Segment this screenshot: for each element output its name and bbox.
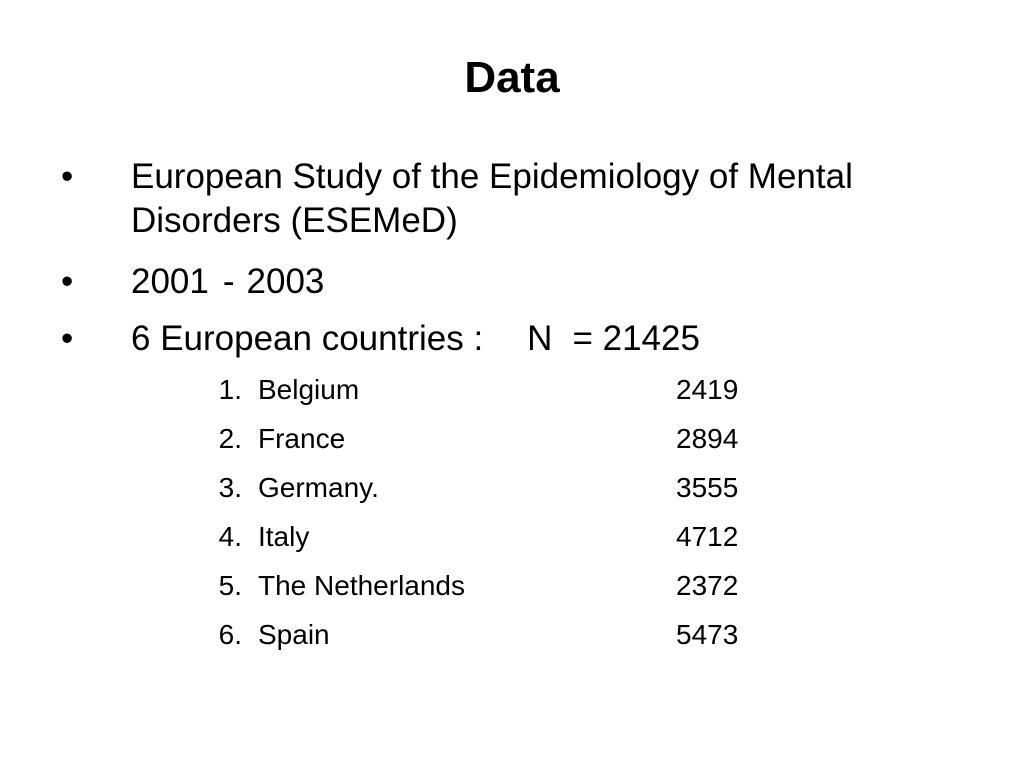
- country-count: 2372: [676, 570, 739, 601]
- country-count: 4712: [676, 521, 739, 552]
- list-item: [0, 368, 1024, 417]
- bullet-countries: [0, 317, 1024, 361]
- list-item: [0, 613, 1024, 662]
- country-name: Germany.: [258, 472, 379, 503]
- list-number: 3.: [218, 472, 242, 503]
- country-name: Belgium: [258, 374, 360, 405]
- year-end: 2003: [246, 262, 325, 301]
- bullet-study-text: European Study of the Epidemiology of Mental Disorders (ESEMeD): [131, 157, 853, 240]
- country-count: 2894: [676, 423, 739, 454]
- countries-label: 6 European countries :: [131, 319, 484, 358]
- bullet-marker: •: [61, 157, 74, 196]
- year-dash: -: [222, 262, 235, 301]
- list-item: [0, 515, 1024, 564]
- list-item: [0, 564, 1024, 613]
- sample-size-label: N: [527, 319, 553, 358]
- country-count: 2419: [676, 374, 739, 405]
- year-start: 2001: [131, 262, 209, 301]
- slide-title: Data: [464, 53, 560, 102]
- list-number: 1.: [218, 374, 242, 405]
- country-name: The Netherlands: [258, 570, 466, 601]
- country-name: Italy: [258, 521, 310, 552]
- country-count: 5473: [676, 619, 739, 650]
- list-number: 2.: [218, 423, 242, 454]
- list-number: 5.: [218, 570, 242, 601]
- country-name: Spain: [258, 619, 330, 650]
- bullet-study: [0, 155, 1024, 245]
- country-count: 3555: [676, 472, 739, 503]
- list-number: 6.: [218, 619, 242, 650]
- bullet-years-text: [131, 260, 991, 304]
- country-name: France: [258, 423, 346, 454]
- bullet-marker: •: [61, 262, 74, 301]
- bullet-years: [0, 260, 1024, 304]
- country-list: [0, 368, 1024, 662]
- list-number: 4.: [218, 521, 242, 552]
- bullet-countries-text: [131, 317, 991, 361]
- bullet-marker: •: [61, 319, 74, 358]
- list-item: [0, 417, 1024, 466]
- sample-size-value: = 21425: [572, 319, 700, 358]
- list-item: [0, 466, 1024, 515]
